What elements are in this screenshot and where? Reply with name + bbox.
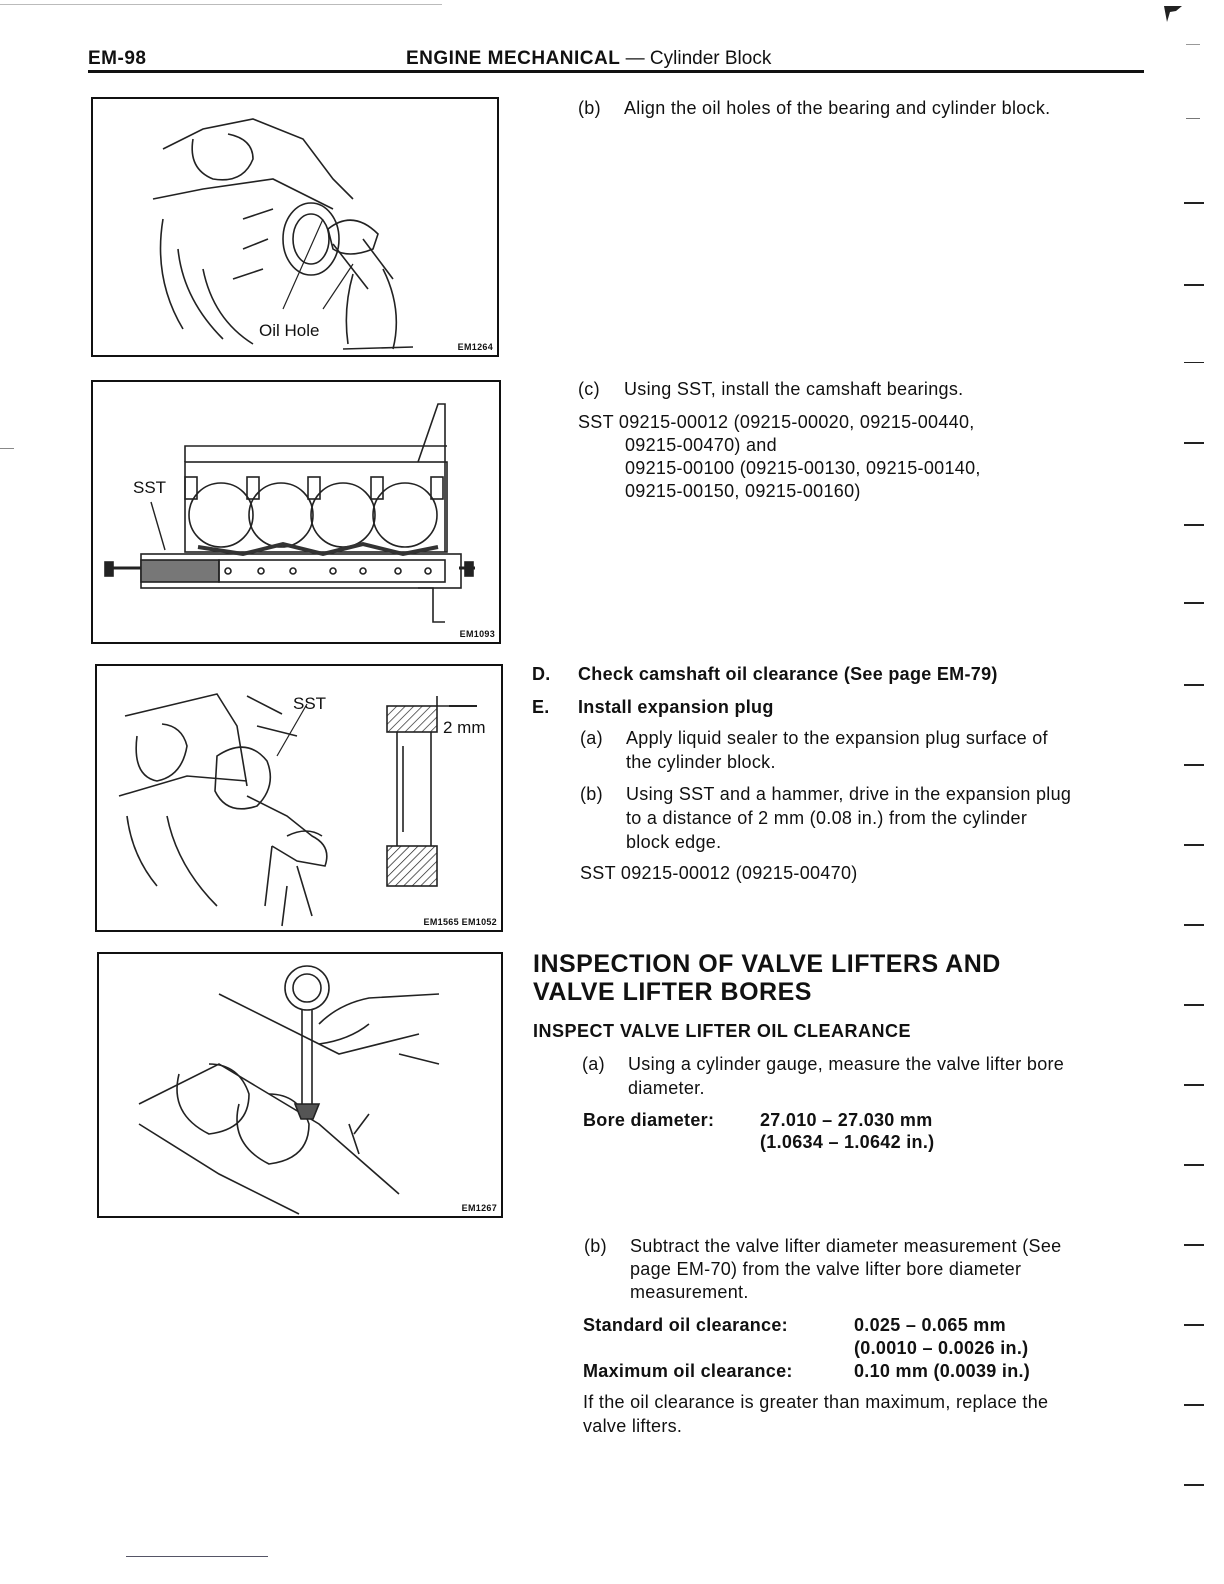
step-c-install: [578, 377, 963, 402]
step-text: page EM-70) from the valve lifter bore diameter: [630, 1259, 1022, 1279]
step-e-a: [580, 726, 1048, 751]
step-text: Using SST, install the camshaft bearings.: [624, 379, 964, 399]
step-e-b: [580, 782, 1071, 807]
step-text: measurement.: [630, 1282, 749, 1302]
step-label: D.: [532, 664, 551, 684]
label-sst: SST: [133, 478, 167, 497]
standard-clearance-value: 0.025 – 0.065 mm: [854, 1315, 1006, 1335]
scan-top-line: [0, 4, 442, 5]
figure-oil-hole: [91, 97, 499, 357]
section-heading: VALVE LIFTER BORES: [533, 978, 812, 1006]
figure-code: EM1267: [461, 1203, 497, 1213]
page-title: [406, 48, 771, 70]
step-text: Check camshaft oil clearance (See page EM-79): [578, 664, 998, 684]
scan-left-mark: [0, 448, 14, 449]
figure-camshaft-bearings: [91, 380, 501, 644]
section-heading: INSPECTION OF VALVE LIFTERS AND: [533, 950, 1001, 978]
label-2mm: 2 mm: [443, 718, 486, 737]
sst-line: SST 09215-00012 (09215-00020, 09215-00440,: [578, 412, 975, 432]
step-b-align: [578, 96, 1050, 121]
standard-clearance-value: (0.0010 – 0.0026 in.): [854, 1338, 1029, 1358]
maximum-clearance-value: 0.10 mm (0.0039 in.): [854, 1361, 1031, 1381]
label-oil-hole: Oil Hole: [259, 321, 320, 340]
standard-clearance-label: Standard oil clearance:: [583, 1315, 788, 1335]
cylinder-gauge-illustration: [99, 954, 501, 1216]
scan-bottom-mark: [126, 1556, 268, 1557]
section-title: ENGINE MECHANICAL: [406, 48, 621, 69]
title-separator: —: [625, 48, 645, 69]
step-text: Align the oil holes of the bearing and cylinder block.: [624, 98, 1051, 118]
sst-line: 09215-00470) and: [625, 435, 777, 455]
step-inspect-b: [584, 1234, 1062, 1259]
step-text: block edge.: [626, 832, 722, 852]
subsection-title: Cylinder Block: [649, 48, 772, 69]
page-number: EM-98: [88, 48, 147, 69]
step-text: diameter.: [628, 1078, 705, 1098]
step-label: (b): [580, 784, 603, 804]
step-text: Apply liquid sealer to the expansion plug surface of: [626, 728, 1048, 748]
figure-expansion-plug: [95, 664, 503, 932]
bore-diameter-value: (1.0634 – 1.0642 in.): [760, 1132, 935, 1152]
step-label: (c): [578, 379, 600, 399]
label-sst: SST: [293, 694, 327, 713]
note-text: valve lifters.: [583, 1416, 683, 1436]
sst-line: SST 09215-00012 (09215-00470): [580, 863, 858, 883]
bore-diameter-label: Bore diameter:: [583, 1110, 715, 1130]
sst-line: 09215-00100 (09215-00130, 09215-00140,: [625, 458, 981, 478]
figure-cylinder-gauge: [97, 952, 503, 1218]
step-label: (b): [584, 1236, 607, 1256]
sst-line: 09215-00150, 09215-00160): [625, 481, 861, 501]
step-text: Install expansion plug: [578, 697, 774, 717]
header-rule: [88, 70, 1144, 73]
step-text: Using SST and a hammer, drive in the expansion plug: [626, 784, 1072, 804]
camshaft-bearing-tool-illustration: [93, 382, 499, 642]
step-d: [532, 662, 998, 687]
step-label: (b): [578, 98, 601, 118]
step-label: E.: [532, 697, 550, 717]
bore-diameter-value: 27.010 – 27.030 mm: [760, 1110, 933, 1130]
note-text: If the oil clearance is greater than maximum, replace the: [583, 1392, 1049, 1412]
figure-code: EM1565 EM1052: [423, 917, 497, 927]
step-text: Subtract the valve lifter diameter measurement (See: [630, 1236, 1062, 1256]
step-text: to a distance of 2 mm (0.08 in.) from the cylinder: [626, 808, 1028, 828]
maximum-clearance-label: Maximum oil clearance:: [583, 1361, 793, 1381]
corner-flag-icon: [1162, 4, 1184, 26]
step-inspect-a: [582, 1052, 1064, 1077]
step-label: (a): [582, 1054, 605, 1074]
figure-code: EM1093: [459, 629, 495, 639]
figure-code: EM1264: [457, 342, 493, 352]
step-text: the cylinder block.: [626, 752, 776, 772]
subsection-heading: INSPECT VALVE LIFTER OIL CLEARANCE: [533, 1021, 912, 1041]
step-label: (a): [580, 728, 603, 748]
step-e: [532, 695, 774, 720]
step-text: Using a cylinder gauge, measure the valve lifter bore: [628, 1054, 1065, 1074]
oil-hole-illustration: [93, 99, 497, 355]
